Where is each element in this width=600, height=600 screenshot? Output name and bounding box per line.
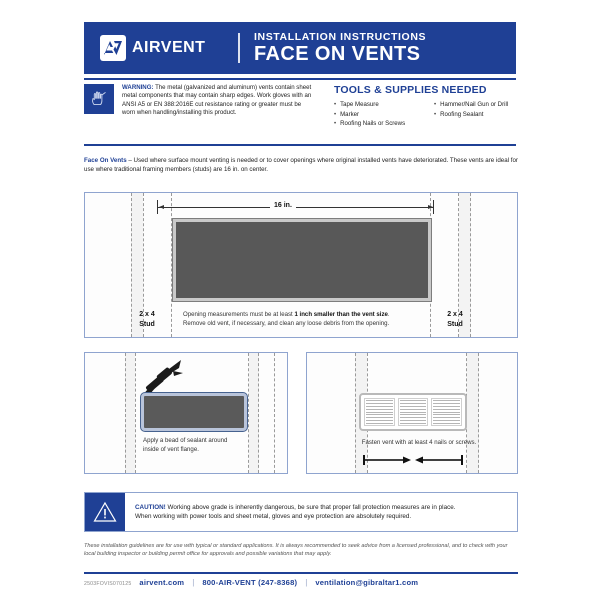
phone-number[interactable]: 800-AIR-VENT (247-8368) (202, 578, 298, 587)
tool-label: Roofing Sealant (440, 110, 484, 118)
warning-text (122, 84, 312, 118)
airvent-av-mark-icon (100, 35, 126, 61)
caption-part: Opening measurements must be at least (183, 311, 295, 318)
tools-column-right (434, 101, 524, 130)
tool-label: Hammer/Nail Gun or Drill (440, 101, 509, 108)
tool-item (434, 101, 524, 110)
dimension-arrow-left-icon (159, 205, 164, 209)
stud-edge-line (355, 353, 356, 473)
warning-block (84, 84, 312, 118)
warning-body: The metal (galvanized and aluminum) vents contain sheet metal components that may contain sharp edges. Work gloves with an ANSI A5 or EN 388:2016E cut resistance rating or greater must be worn when handling/installing this product. (122, 84, 312, 117)
louver-section (364, 398, 395, 426)
brand-name: AIRVENT (132, 39, 206, 56)
footer-separator: | (305, 578, 308, 587)
stud-edge-line (135, 353, 136, 473)
website-link[interactable]: airvent.com (139, 578, 185, 587)
stud-edge-line (258, 353, 259, 473)
caption-emphasis: 1 inch smaller than the vent size (294, 311, 388, 318)
caution-text (125, 503, 456, 522)
stud-edge-line (478, 353, 479, 473)
stud-edge-line (274, 353, 275, 473)
main-panel-caption (183, 311, 427, 328)
page-header (84, 22, 516, 74)
stud-edge-line (125, 353, 126, 473)
document-code: 2503FOVIS070125 (84, 581, 132, 587)
louvered-vent-icon (359, 393, 467, 431)
disclaimer-text: These installation guidelines are for use with typical or standard applications. It is always recommended to seek advice from a licensed professional, and to check with your local building inspector or building permit office for approvals and possible variations that may apply. (84, 543, 508, 558)
header-bottom-rule (84, 78, 516, 80)
bullet-icon: • (434, 102, 437, 108)
stud-label-right: 2 x 4 Stud (447, 311, 463, 328)
sealant-step-panel (84, 352, 288, 474)
warning-triangle-icon (85, 493, 125, 531)
tool-item (434, 111, 524, 120)
stud-edge-line (171, 193, 172, 337)
email-link[interactable]: ventilation@gibraltar1.com (315, 578, 419, 587)
caution-line-1: Working above grade is inherently dangerous, be sure that proper fall protection measures are in place. (165, 503, 456, 511)
caution-line-2: When working with power tools and sheet metal, gloves and eye protection are absolutely required. (135, 513, 412, 520)
tool-label: Roofing Nails or Screws (340, 120, 406, 128)
caption-part: Remove old vent, if necessary, and clean any loose debris from the opening. (183, 319, 390, 327)
tool-label: Marker (340, 110, 360, 118)
bullet-icon: • (434, 111, 437, 118)
header-titles (254, 31, 426, 65)
section-rule (84, 144, 516, 146)
tools-title: TOOLS & SUPPLIES NEEDED (334, 84, 487, 96)
header-divider (238, 33, 240, 63)
fasten-step-panel (306, 352, 518, 474)
safety-glove-icon (84, 84, 114, 114)
louver-section (431, 398, 462, 426)
tool-item (334, 101, 424, 110)
dimension-label: 16 in. (270, 202, 296, 209)
intro-paragraph (84, 156, 518, 174)
intro-body: – Used where surface mount venting is needed or to cover openings where original installed vents have deteriorated. These vents are ideal for use where traditional framing members (studs) are 16 in. on center. (84, 157, 518, 173)
stud-band-left (125, 353, 135, 473)
caption-part: Apply a bead of sealant around (143, 437, 228, 444)
page-footer (84, 578, 518, 587)
caption-part: . (387, 311, 390, 318)
tools-column-left (334, 101, 424, 130)
caution-label: CAUTION! (135, 503, 166, 511)
tools-block (334, 84, 524, 130)
right-panel-caption: Fasten vent with at least 4 nails or screws. (361, 439, 477, 446)
warning-label: WARNING: (122, 84, 154, 91)
stud-label-left: 2 x 4 Stud (139, 311, 155, 328)
bullet-icon: • (334, 111, 337, 118)
vent-with-sealant (141, 393, 247, 431)
main-diagram-panel (84, 192, 518, 338)
vent-body (173, 219, 431, 301)
page-title: FACE ON VENTS (254, 43, 421, 65)
tool-item (334, 120, 424, 129)
footer-separator: | (192, 578, 195, 587)
bullet-icon: • (334, 121, 337, 128)
tool-label: Tape Measure (340, 101, 379, 108)
intro-lead: Face On Vents (84, 157, 127, 164)
dimension-tick-right (433, 200, 434, 214)
tool-item (334, 111, 424, 120)
dimension-arrow-right-icon (428, 205, 433, 209)
dimension-tick-left (157, 200, 158, 214)
footer-rule (84, 572, 518, 574)
brand-logo (84, 35, 234, 61)
caution-block (84, 492, 518, 532)
left-panel-caption (143, 437, 263, 454)
header-subtitle: INSTALLATION INSTRUCTIONS (254, 31, 427, 43)
nail-arrow-icon (361, 451, 465, 469)
caption-part: inside of vent flange. (143, 445, 199, 453)
stud-edge-line (248, 353, 249, 473)
louver-section (398, 398, 429, 426)
bullet-icon: • (334, 102, 337, 108)
